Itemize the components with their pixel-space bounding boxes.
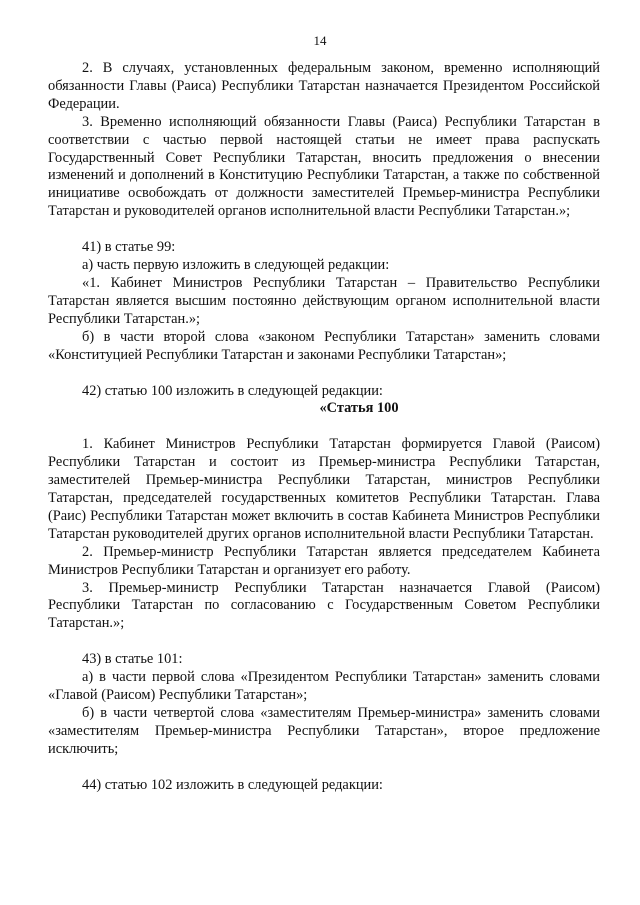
paragraph-gap [48, 418, 600, 436]
paragraph: б) в части второй слова «законом Республики Татарстан» заменить словами «Конституцией Республики Татарстан и законами Республики Татарстан»; [48, 328, 600, 363]
paragraph: 42) статью 100 изложить в следующей редакции: [82, 382, 383, 399]
paragraph: 41) в статье 99: [82, 239, 176, 256]
paragraph: б) в части четвертой слова «заместителям Премьер-министра» заменить словами «заместителям Премьер-министра Республики Татарстан», второе предложение исключить; [48, 705, 600, 757]
paragraph: 1. Кабинет Министров Республики Татарстан формируется Главой (Раисом) Республики Татарстан и состоит из Премьер-министра Республики Татарстан, заместителей Премьер-министра Республики Татарстан, министров Республики Татарстан, председателей государственных комитетов Республики Татарстан. Глава (Раис) Республики Татарстан может включить в состав Кабинета Министров Республики Татарстан руководителей других органов исполнительной власти Республики Татарстан. [48, 436, 600, 542]
paragraph-gap [48, 633, 600, 651]
paragraph: 2. Премьер-министр Республики Татарстан является председателем Кабинета Министров Республики Татарстан и организует его работу. [48, 543, 600, 578]
article-heading: «Статья 100 [319, 400, 399, 417]
paragraph: а) в части первой слова «Президентом Республики Татарстан» заменить словами «Главой (Раисом) Республики Татарстан»; [48, 669, 600, 704]
paragraph: 43) в статье 101: [82, 651, 183, 668]
paragraph: а) часть первую изложить в следующей редакции: [82, 257, 390, 274]
page-number: 14 [313, 33, 327, 48]
paragraph: «1. Кабинет Министров Республики Татарстан – Правительство Республики Татарстан является высшим постоянно действующим органом исполнительной власти Республики Татарстан.»; [48, 274, 600, 327]
paragraph-gap [48, 365, 600, 383]
paragraph: 2. В случаях, установленных федеральным законом, временно исполняющий обязанности Главы (Раиса) Республики Татарстан назначается Президентом Российской Федерации. [48, 60, 600, 112]
paragraph-gap [48, 759, 600, 777]
paragraph: 44) статью 102 изложить в следующей редакции: [82, 776, 383, 793]
paragraph: 3. Премьер-министр Республики Татарстан назначается Главой (Раисом) Республики Татарстан по согласованию с Государственным Советом Республики Татарстан.»; [48, 579, 600, 632]
document-body [48, 60, 600, 795]
paragraph-gap [48, 221, 600, 239]
paragraph: 3. Временно исполняющий обязанности Главы (Раиса) Республики Татарстан в соответствии с частью первой настоящей статьи не имеет права распускать Государственный Совет Республики Татарстан, вносить предложения о внесении изменений и дополнений в Конституцию Республики Татарстан, а также по собственной инициативе освобождать от должности заместителей Премьер-министра Республики Татарстан и руководителей органов исполнительной власти Республики Татарстан.»; [48, 113, 600, 220]
